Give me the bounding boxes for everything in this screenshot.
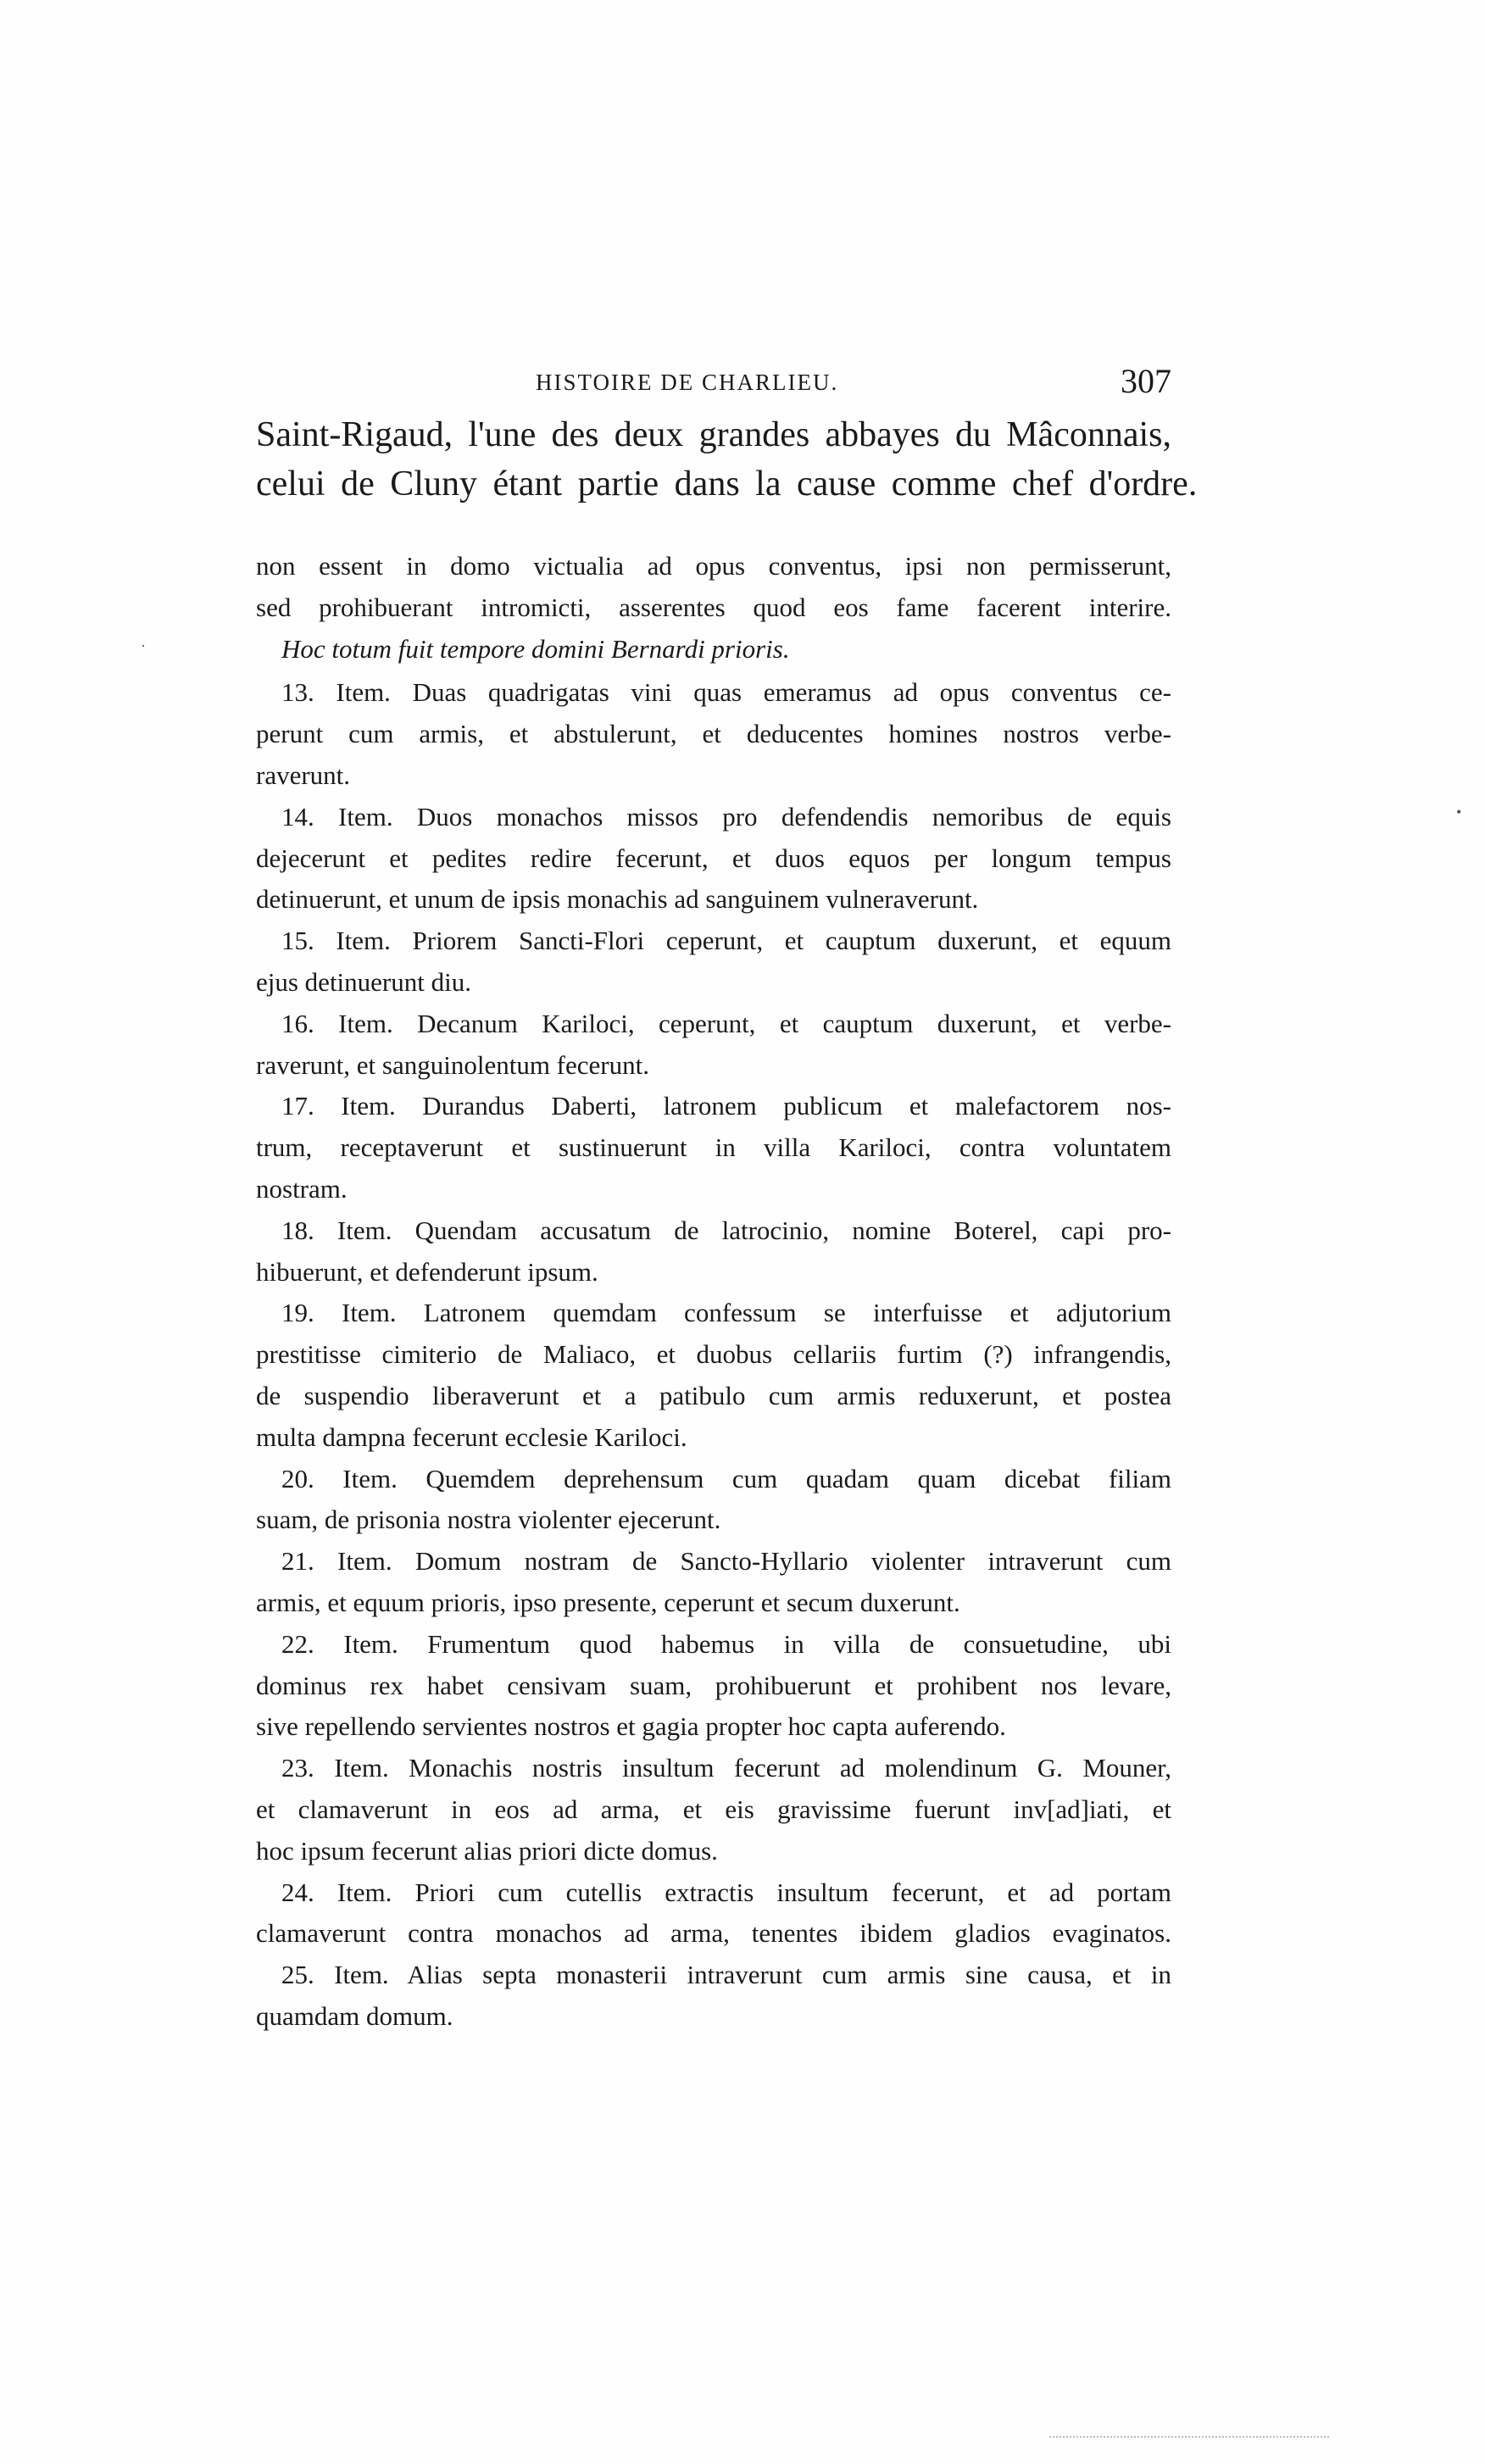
extract-line: raverunt.: [256, 759, 351, 790]
intro-line: Saint-Rigaud, l'une des deux grandes abbayes du Mâconnais,: [256, 415, 1171, 454]
running-title: HISTOIRE DE CHARLIEU.: [536, 370, 839, 395]
extract-line: sive repellendo servientes nostros et gagia propter hoc capta auferendo.: [256, 1711, 1006, 1742]
article-23: 23. Item. Monachis nostris insultum fecerunt ad molendinum G. Mouner,: [281, 1753, 1171, 1783]
article-13: 13. Item. Duas quadrigatas vini quas emeramus ad opus conventus ce-: [281, 677, 1171, 708]
extract-line: perunt cum armis, et abstulerunt, et deducentes homines nostros verbe-: [256, 719, 1171, 749]
extract-line: non essent in domo victualia ad opus conventus, ipsi non permisserunt,: [256, 551, 1171, 581]
extract-line: armis, et equum prioris, ipso presente, ceperunt et secum duxerunt.: [256, 1587, 960, 1617]
extract-line: sed prohibuerant intromicti, asserentes quod eos fame facerent interire.: [256, 592, 1171, 622]
article-20: 20. Item. Quemdem deprehensum cum quadam quam dicebat filiam: [281, 1463, 1171, 1493]
article-22: 22. Item. Frumentum quod habemus in villa de consuetudine, ubi: [281, 1628, 1171, 1659]
article-25: 25. Item. Alias septa monasterii intraverunt cum armis sine causa, et in: [281, 1960, 1171, 1990]
extract-line: detinuerunt, et unum de ipsis monachis ad sanguinem vulneraverunt.: [256, 884, 979, 915]
scan-speck: ·: [141, 637, 146, 654]
extract-line: prestitisse cimiterio de Maliaco, et duobus cellariis furtim (?) infrangendis,: [256, 1339, 1171, 1370]
extract-line: nostram.: [256, 1173, 348, 1204]
article-15: 15. Item. Priorem Sancti-Flori ceperunt, et cauptum duxerunt, et equum: [281, 926, 1171, 956]
intro-paragraph: [256, 410, 1198, 509]
page-number: 307: [1121, 362, 1171, 400]
extract-line: ejus detinuerunt diu.: [256, 966, 471, 997]
article-16: 16. Item. Decanum Kariloci, ceperunt, et cauptum duxerunt, et verbe-: [281, 1008, 1171, 1038]
extract-line: et clamaverunt in eos ad arma, et eis gravissime fuerunt inv[ad]iati, et: [256, 1794, 1171, 1824]
extract-line: trum, receptaverunt et sustinuerunt in villa Kariloci, contra voluntatem: [256, 1132, 1171, 1163]
scan-edge-dots: [1049, 2436, 1329, 2438]
extract-line: dejecerunt et pedites redire fecerunt, et duos equos per longum tempus: [256, 843, 1171, 873]
article-14: 14. Item. Duos monachos missos pro defendendis nemoribus de equis: [281, 801, 1171, 832]
extract-line-italic: Hoc totum fuit tempore domini Bernardi prioris.: [281, 633, 790, 664]
scan-speck: •: [1456, 804, 1462, 820]
intro-line: celui de Cluny étant partie dans la cause comme chef d'ordre.: [256, 464, 1198, 503]
extract-line: dominus rex habet censivam suam, prohibuerunt et prohibent nos levare,: [256, 1670, 1171, 1700]
latin-extract: [256, 546, 1171, 2038]
extract-line: quamdam domum.: [256, 2000, 453, 2031]
extract-line: clamaverunt contra monachos ad arma, tenentes ibidem gladios evaginatos.: [256, 1918, 1171, 1949]
running-head: [256, 356, 1171, 407]
article-24: 24. Item. Priori cum cutellis extractis insultum fecerunt, et ad portam: [281, 1877, 1171, 1907]
article-17: 17. Item. Durandus Daberti, latronem publicum et malefactorem nos-: [281, 1091, 1171, 1121]
article-19: 19. Item. Latronem quemdam confessum se interfuisse et adjutorium: [281, 1298, 1171, 1328]
extract-line: hibuerunt, et defenderunt ipsum.: [256, 1256, 598, 1287]
extract-line: multa dampna fecerunt ecclesie Kariloci.: [256, 1421, 687, 1452]
extract-line: hoc ipsum fecerunt alias priori dicte domus.: [256, 1835, 718, 1866]
extract-line: de suspendio liberaverunt et a patibulo cum armis reduxerunt, et postea: [256, 1380, 1171, 1410]
article-21: 21. Item. Domum nostram de Sancto-Hyllario violenter intraverunt cum: [281, 1546, 1171, 1577]
extract-line: raverunt, et sanguinolentum fecerunt.: [256, 1049, 649, 1080]
extract-line: suam, de prisonia nostra violenter ejecerunt.: [256, 1505, 721, 1535]
article-18: 18. Item. Quendam accusatum de latrocinio, nomine Boterel, capi pro-: [281, 1215, 1171, 1245]
